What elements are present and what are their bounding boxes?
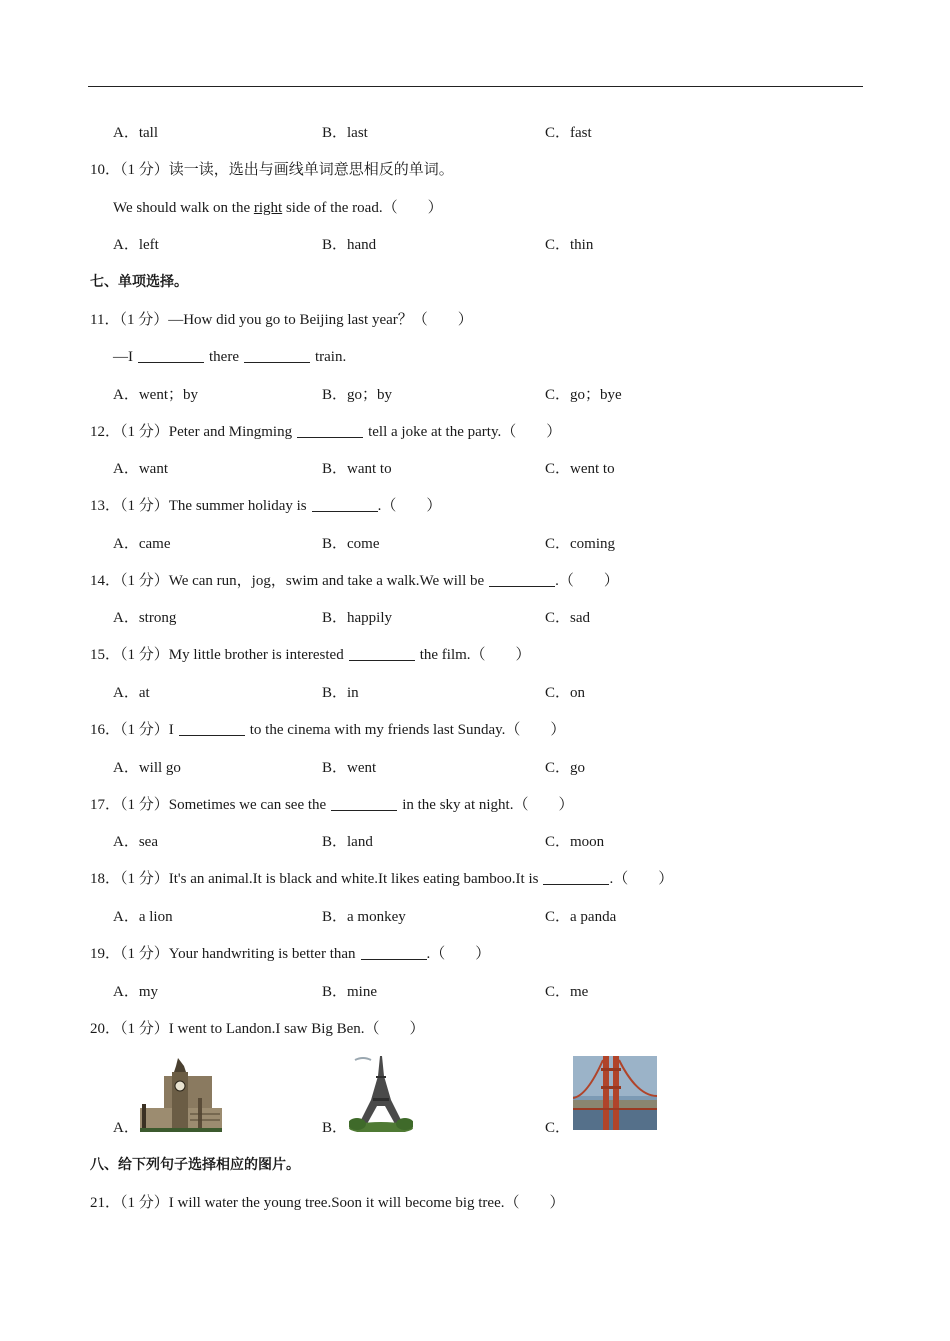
stem-text: the film.（ ） — [419, 647, 531, 663]
option-a[interactable]: A．sea — [113, 834, 158, 850]
stem-text: 12．（1 分）Peter and Mingming — [90, 424, 293, 440]
stem-text: 13．（1 分）The summer holiday is — [90, 498, 307, 514]
option-c[interactable]: C．thin — [545, 237, 594, 253]
question-11-stem: 11．（1 分）—How did you go to Beijing last year？（ ） — [90, 312, 473, 328]
option-b[interactable]: B．come — [322, 536, 380, 552]
option-b[interactable]: B．last — [322, 125, 368, 141]
answer-text: train. — [314, 349, 347, 365]
option-c[interactable]: C．sad — [545, 610, 591, 626]
option-c[interactable]: C．me — [545, 984, 589, 1000]
option-b[interactable]: B．hand — [322, 237, 377, 253]
option-a[interactable]: A．a lion — [113, 909, 173, 925]
stem-text: 14．（1 分）We can run，jog，swim and take a walk.We will be — [90, 573, 485, 589]
option-b[interactable]: B． — [322, 1120, 348, 1136]
stem-text: .（ ） — [426, 946, 491, 962]
question-15-stem — [90, 645, 531, 665]
option-a[interactable]: A．will go — [113, 760, 181, 776]
option-c[interactable]: C． — [545, 1120, 571, 1136]
question-11-answer — [113, 347, 346, 367]
stem-text: to the cinema with my friends last Sunday.（ ） — [249, 722, 566, 738]
question-14-stem — [90, 571, 619, 591]
option-a[interactable]: A．left — [113, 237, 159, 253]
stem-text: .（ ） — [609, 871, 674, 887]
answer-blank[interactable] — [244, 348, 310, 363]
question-18-stem — [90, 869, 673, 889]
section-7-heading: 七、单项选择。 — [90, 274, 188, 290]
option-b[interactable]: B．a monkey — [322, 909, 406, 925]
answer-blank[interactable] — [297, 423, 363, 438]
option-b[interactable]: B．land — [322, 834, 373, 850]
option-c[interactable]: C．a panda — [545, 909, 617, 925]
section-8-heading: 八、给下列句子选择相应的图片。 — [90, 1157, 300, 1173]
option-c[interactable]: C．on — [545, 685, 586, 701]
answer-blank[interactable] — [312, 497, 378, 512]
answer-blank[interactable] — [361, 945, 427, 960]
option-c[interactable]: C．moon — [545, 834, 605, 850]
option-c[interactable]: C．go；bye — [545, 387, 622, 403]
sentence-text: We should walk on the — [113, 200, 254, 216]
option-b[interactable]: B．happily — [322, 610, 392, 626]
stem-text: 19．（1 分）Your handwriting is better than — [90, 946, 356, 962]
option-a[interactable]: A．want — [113, 461, 168, 477]
question-12-stem — [90, 422, 561, 442]
eiffel-tower-icon[interactable] — [349, 1054, 413, 1132]
question-10-stem: 10．（1 分）读一读，选出与画线单词意思相反的单词。 — [90, 162, 454, 178]
option-a[interactable]: A．strong — [113, 610, 177, 626]
option-b[interactable]: B．go；by — [322, 387, 393, 403]
stem-text: .（ ） — [377, 498, 442, 514]
option-a[interactable]: A．came — [113, 536, 171, 552]
option-c[interactable]: C．went to — [545, 461, 615, 477]
stem-text: tell a joke at the party.（ ） — [368, 424, 562, 440]
answer-blank[interactable] — [489, 572, 555, 587]
underlined-word: right — [253, 200, 283, 216]
answer-blank[interactable] — [349, 646, 415, 661]
option-a[interactable]: A．went；by — [113, 387, 198, 403]
option-a[interactable]: A．at — [113, 685, 150, 701]
answer-text: —I — [113, 349, 133, 365]
option-c[interactable]: C．go — [545, 760, 586, 776]
stem-text: in the sky at night.（ ） — [402, 797, 574, 813]
stem-text: 15．（1 分）My little brother is interested — [90, 647, 344, 663]
stem-text: 17．（1 分）Sometimes we can see the — [90, 797, 327, 813]
answer-blank[interactable] — [138, 348, 204, 363]
answer-blank[interactable] — [543, 870, 609, 885]
option-b[interactable]: B．want to — [322, 461, 392, 477]
option-a[interactable]: A．my — [113, 984, 159, 1000]
question-19-stem — [90, 944, 490, 964]
question-20-stem: 20．（1 分）I went to Landon.I saw Big Ben.（ ） — [90, 1021, 425, 1037]
option-b[interactable]: B．in — [322, 685, 359, 701]
stem-text: 16．（1 分）I — [90, 722, 174, 738]
golden-gate-bridge-icon[interactable] — [573, 1056, 657, 1130]
question-13-stem — [90, 496, 441, 516]
option-b[interactable]: B．went — [322, 760, 377, 776]
question-10-sentence — [113, 198, 443, 218]
question-16-stem — [90, 720, 565, 740]
stem-text: 18．（1 分）It's an animal.It is black and white.It likes eating bamboo.It is — [90, 871, 539, 887]
answer-blank[interactable] — [179, 721, 245, 736]
stem-text: .（ ） — [555, 573, 619, 589]
question-17-stem — [90, 795, 573, 815]
answer-blank[interactable] — [331, 796, 397, 811]
option-a[interactable]: A．tall — [113, 125, 158, 141]
sentence-text: side of the road.（ ） — [282, 200, 443, 216]
big-ben-icon[interactable] — [140, 1058, 222, 1132]
question-21-stem: 21．（1 分）I will water the young tree.Soon it will become big tree.（ ） — [90, 1195, 565, 1211]
option-c[interactable]: C．fast — [545, 125, 592, 141]
option-a[interactable]: A． — [113, 1120, 139, 1136]
header-rule — [88, 86, 863, 87]
option-c[interactable]: C．coming — [545, 536, 615, 552]
answer-text: there — [209, 349, 239, 365]
option-b[interactable]: B．mine — [322, 984, 377, 1000]
